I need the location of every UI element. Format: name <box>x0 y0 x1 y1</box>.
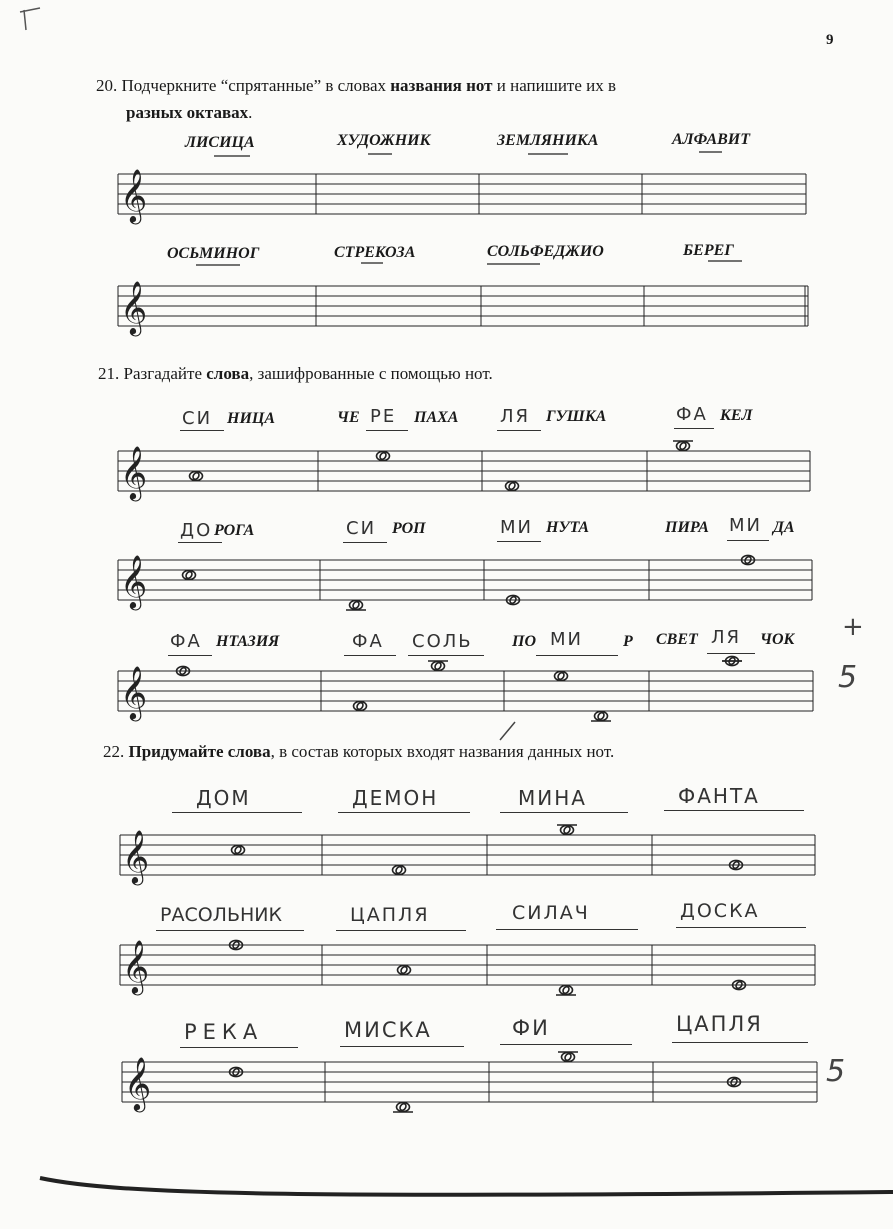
treble-clef-icon: 𝄞 <box>120 554 148 608</box>
whole-note <box>428 661 448 671</box>
answer-22-2-3: СИЛАЧ <box>512 902 590 924</box>
page-number: 9 <box>826 32 834 48</box>
word-21-2-4a: ПИРА <box>665 519 709 536</box>
whole-note <box>354 701 367 710</box>
margin-grade-mark-1: 5 <box>838 660 858 695</box>
task-22-number: 22. <box>103 742 125 761</box>
word-hudozhnik: ХУДОЖНИК <box>337 132 431 149</box>
task-21-text-2: , зашифрованные с помощью нот. <box>249 364 493 383</box>
task-20-text-1: Подчеркните “спрятанные” в словах <box>121 76 391 95</box>
answer-21-3-3: МИ <box>550 629 583 650</box>
word-strekoza: СТРЕКОЗА <box>334 244 416 261</box>
word-21-2-2: РОП <box>392 520 426 537</box>
whole-note <box>555 671 568 680</box>
word-21-3-3a: ПО <box>512 633 536 650</box>
whole-note <box>398 965 411 974</box>
answer-22-1-3: МИНА <box>518 786 587 810</box>
word-21-1-2a: ЧЕ <box>337 409 360 426</box>
word-21-2-4b: ДА <box>773 519 795 536</box>
whole-note <box>506 481 519 490</box>
word-21-3-4b: ЧОК <box>760 631 795 648</box>
treble-clef-icon: 𝄞 <box>120 280 148 334</box>
task-22-bold-1: Придумайте слова <box>128 742 271 761</box>
whole-note <box>558 1052 578 1062</box>
word-21-3-3b: Р <box>623 633 633 650</box>
task-20-number: 20. <box>96 76 118 95</box>
answer-22-3-3: ФИ <box>512 1016 550 1040</box>
whole-note <box>190 471 203 480</box>
answer-22-1-1: ДОМ <box>196 786 251 810</box>
whole-note <box>183 570 196 579</box>
word-21-1-1: НИЦА <box>227 410 276 427</box>
word-21-2-3: НУТА <box>546 519 590 536</box>
answer-21-2-3: МИ <box>500 517 533 538</box>
task-22-text-1: , в состав которых входят названия данных нот. <box>270 742 615 761</box>
margin-plus-mark: + <box>842 612 864 642</box>
word-osminog: ОСЬМИНОГ <box>167 245 260 262</box>
whole-note <box>557 825 577 835</box>
task-20-text-3: . <box>248 103 253 122</box>
answer-21-3-4: ЛЯ <box>711 627 742 648</box>
answer-22-1-2: ДЕМОН <box>352 786 439 810</box>
word-21-1-4: КЕЛ <box>720 407 753 424</box>
answer-21-1-2: РЕ <box>370 406 397 427</box>
task-20-bold-1: названия нот <box>390 76 493 95</box>
treble-clef-icon: 𝄞 <box>122 829 150 883</box>
answer-21-1-1: СИ <box>182 408 213 429</box>
task-21-number: 21. <box>98 364 120 383</box>
word-21-2-1: РОГА <box>214 522 255 539</box>
treble-clef-icon: 𝄞 <box>124 1056 152 1110</box>
whole-note <box>393 865 406 874</box>
word-alfavit: АЛФАВИТ <box>672 131 751 148</box>
answer-21-3-2a: ФА <box>352 631 384 652</box>
whole-note <box>377 451 390 460</box>
treble-clef-icon: 𝄞 <box>120 665 148 719</box>
answer-21-1-4: ФА <box>676 404 708 425</box>
answer-22-2-2: ЦАПЛЯ <box>350 904 430 926</box>
answer-22-2-4: ДОСКА <box>680 900 760 922</box>
whole-note <box>346 600 366 610</box>
word-21-1-3: ГУШКА <box>546 408 607 425</box>
whole-note <box>232 845 245 854</box>
answer-21-2-2: СИ <box>346 518 377 539</box>
answer-21-2-1: ДО <box>180 520 213 541</box>
answer-21-3-2b: СОЛЬ <box>412 631 473 652</box>
whole-note <box>722 656 742 665</box>
word-21-3-4a: СВЕТ <box>656 631 698 648</box>
answer-22-2-1: РАСОЛЬНИК <box>160 904 282 926</box>
word-zemlyanika: ЗЕМЛЯНИКА <box>497 132 599 149</box>
task-21-text-1: Разгадайте <box>123 364 207 383</box>
treble-clef-icon: 𝄞 <box>122 939 150 993</box>
margin-grade-mark-2: 5 <box>826 1054 846 1089</box>
answer-22-3-1: РЕКА <box>184 1020 264 1044</box>
answer-22-3-4: ЦАПЛЯ <box>676 1012 763 1036</box>
whole-note <box>673 441 693 451</box>
word-bereg: БЕРЕГ <box>683 242 734 259</box>
answer-22-3-2: МИСКА <box>344 1018 432 1042</box>
answer-21-3-1: ФА <box>170 631 202 652</box>
word-21-3-1: НТАЗИЯ <box>216 633 280 650</box>
whole-note <box>556 985 576 995</box>
task-21-bold-1: слова <box>206 364 250 383</box>
answer-21-2-4: МИ <box>729 515 762 536</box>
word-21-1-2b: ПАХА <box>414 409 459 426</box>
word-lisica: ЛИСИЦА <box>185 134 255 151</box>
task-20-bold-2: разных октавах <box>126 103 249 122</box>
whole-note <box>591 711 611 721</box>
task-20-text-2: и напишите их в <box>492 76 617 95</box>
whole-note <box>393 1102 413 1112</box>
treble-clef-icon: 𝄞 <box>120 168 148 222</box>
answer-22-1-4: ФАНТА <box>678 784 760 808</box>
treble-clef-icon: 𝄞 <box>120 445 148 499</box>
word-solfedzhio: СОЛЬФЕДЖИО <box>487 243 604 260</box>
answer-21-1-3: ЛЯ <box>500 406 531 427</box>
